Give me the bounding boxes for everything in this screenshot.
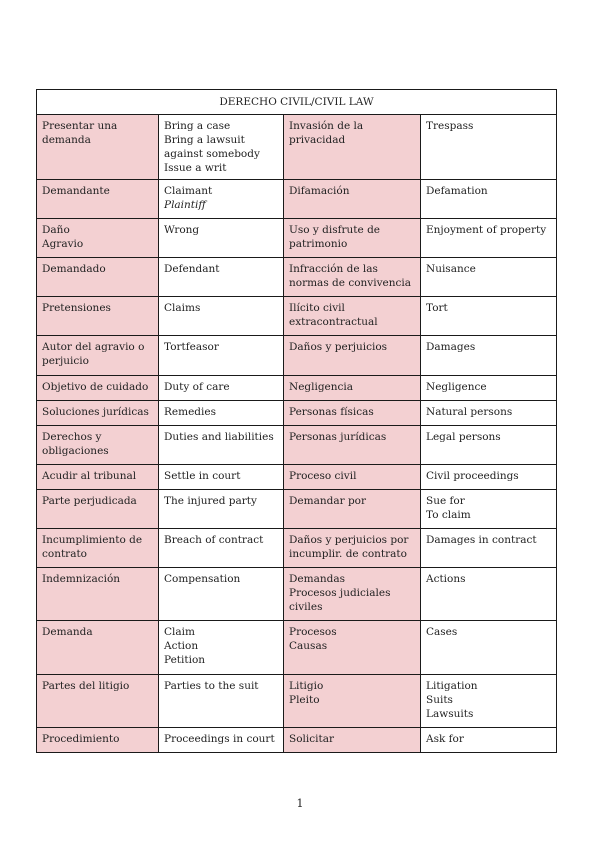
english-term-cell: [421, 675, 557, 728]
glossary-body: [37, 115, 557, 753]
term-line: Bring a lawsuit against somebody: [164, 134, 260, 160]
spanish-term-cell: [284, 621, 421, 675]
term-line: Defendant: [164, 263, 220, 275]
term-line: Tort: [426, 302, 448, 314]
term-line: Proceedings in court: [164, 733, 275, 745]
spanish-term-cell: [37, 465, 159, 490]
english-term-cell: [159, 297, 284, 336]
term-line: Incumplimiento de contrato: [42, 534, 143, 560]
term-line: Solicitar: [289, 733, 334, 745]
glossary-table: [36, 89, 557, 753]
term-line: Litigio: [289, 680, 324, 692]
table-row: [37, 728, 557, 753]
spanish-term-cell: [284, 426, 421, 465]
table-row: [37, 115, 557, 180]
term-line: Remedies: [164, 406, 216, 418]
term-line: Cases: [426, 626, 458, 638]
english-term-cell: [159, 529, 284, 568]
spanish-term-cell: [37, 336, 159, 376]
spanish-term-cell: [284, 465, 421, 490]
term-line: Plaintiff: [164, 199, 206, 211]
table-row: [37, 568, 557, 621]
term-line: Civil proceedings: [426, 470, 519, 482]
term-line: Damages in contract: [426, 534, 537, 546]
spanish-term-cell: [37, 568, 159, 621]
english-term-cell: [421, 115, 557, 180]
english-term-cell: [421, 219, 557, 258]
term-line: Litigation: [426, 680, 478, 692]
english-term-cell: [159, 376, 284, 401]
term-line: Personas físicas: [289, 406, 374, 418]
term-line: Duty of care: [164, 381, 230, 393]
english-term-cell: [421, 490, 557, 529]
spanish-term-cell: [37, 490, 159, 529]
table-row: [37, 258, 557, 297]
term-line: Claimant: [164, 185, 213, 197]
term-line: Derechos y obligaciones: [42, 431, 109, 457]
table-row: [37, 426, 557, 465]
term-line: Demandante: [42, 185, 110, 197]
term-line: Trespass: [426, 120, 474, 132]
spanish-term-cell: [284, 675, 421, 728]
term-line: Enjoyment of property: [426, 224, 547, 236]
english-term-cell: [159, 401, 284, 426]
term-line: Acudir al tribunal: [42, 470, 137, 482]
term-line: Actions: [426, 573, 466, 585]
table-row: [37, 675, 557, 728]
term-line: Claims: [164, 302, 201, 314]
spanish-term-cell: [284, 490, 421, 529]
spanish-term-cell: [37, 529, 159, 568]
term-line: Uso y disfrute de patrimonio: [289, 224, 381, 250]
table-row: [37, 621, 557, 675]
term-line: Parte perjudicada: [42, 495, 137, 507]
term-line: Soluciones jurídicas: [42, 406, 149, 418]
english-term-cell: [421, 376, 557, 401]
english-term-cell: [159, 115, 284, 180]
term-line: Sue for: [426, 495, 465, 507]
term-line: Pleito: [289, 694, 320, 706]
spanish-term-cell: [37, 297, 159, 336]
english-term-cell: [421, 529, 557, 568]
term-line: Ask for: [426, 733, 464, 745]
table-row: [37, 490, 557, 529]
term-line: Issue a writ: [164, 162, 227, 174]
term-line: Tortfeasor: [164, 341, 219, 353]
term-line: Autor del agravio o perjuicio: [42, 341, 145, 367]
table-row: [37, 336, 557, 376]
term-line: Ilícito civil extracontractual: [289, 302, 378, 328]
term-line: Damages: [426, 341, 476, 353]
term-line: Difamación: [289, 185, 350, 197]
english-term-cell: [421, 621, 557, 675]
spanish-term-cell: [284, 115, 421, 180]
spanish-term-cell: [37, 115, 159, 180]
spanish-term-cell: [284, 219, 421, 258]
english-term-cell: [159, 258, 284, 297]
english-term-cell: [159, 568, 284, 621]
term-line: Negligence: [426, 381, 487, 393]
spanish-term-cell: [37, 401, 159, 426]
english-term-cell: [159, 336, 284, 376]
spanish-term-cell: [37, 376, 159, 401]
english-term-cell: [421, 568, 557, 621]
table-row: [37, 465, 557, 490]
spanish-term-cell: [37, 180, 159, 219]
term-line: Duties and liabilities: [164, 431, 274, 443]
spanish-term-cell: [37, 675, 159, 728]
spanish-term-cell: [284, 728, 421, 753]
english-term-cell: [159, 621, 284, 675]
table-row: [37, 297, 557, 336]
term-line: Lawsuits: [426, 708, 474, 720]
term-line: Settle in court: [164, 470, 241, 482]
spanish-term-cell: [284, 180, 421, 219]
english-term-cell: [421, 258, 557, 297]
table-row: [37, 401, 557, 426]
english-term-cell: [421, 336, 557, 376]
term-line: Compensation: [164, 573, 241, 585]
english-term-cell: [159, 465, 284, 490]
term-line: Agravio: [42, 238, 84, 250]
term-line: The injured party: [164, 495, 257, 507]
term-line: Personas jurídicas: [289, 431, 387, 443]
spanish-term-cell: [284, 529, 421, 568]
spanish-term-cell: [37, 219, 159, 258]
term-line: Causas: [289, 640, 328, 652]
table-title: DERECHO CIVIL/CIVIL LAW: [37, 90, 557, 115]
english-term-cell: [159, 728, 284, 753]
english-term-cell: [159, 490, 284, 529]
spanish-term-cell: [37, 621, 159, 675]
spanish-term-cell: [284, 376, 421, 401]
term-line: Pretensiones: [42, 302, 111, 314]
term-line: Demandado: [42, 263, 106, 275]
spanish-term-cell: [37, 426, 159, 465]
term-line: Demanda: [42, 626, 93, 638]
term-line: Suits: [426, 694, 453, 706]
english-term-cell: [159, 426, 284, 465]
term-line: To claim: [426, 509, 471, 521]
english-term-cell: [421, 180, 557, 219]
spanish-term-cell: [37, 258, 159, 297]
term-line: Procesos judiciales civiles: [289, 587, 391, 613]
term-line: Wrong: [164, 224, 200, 236]
spanish-term-cell: [284, 568, 421, 621]
term-line: Demandas: [289, 573, 345, 585]
table-row: [37, 529, 557, 568]
term-line: Action: [164, 640, 199, 652]
term-line: Demandar por: [289, 495, 367, 507]
term-line: Negligencia: [289, 381, 354, 393]
term-line: Claim: [164, 626, 195, 638]
spanish-term-cell: [284, 336, 421, 376]
term-line: Legal persons: [426, 431, 501, 443]
term-line: Proceso civil: [289, 470, 357, 482]
term-line: Defamation: [426, 185, 488, 197]
term-line: Daños y perjuicios: [289, 341, 388, 353]
term-line: Natural persons: [426, 406, 513, 418]
term-line: Nuisance: [426, 263, 476, 275]
term-line: Breach of contract: [164, 534, 264, 546]
english-term-cell: [159, 219, 284, 258]
spanish-term-cell: [284, 401, 421, 426]
term-line: Procedimiento: [42, 733, 120, 745]
table-row: [37, 180, 557, 219]
spanish-term-cell: [284, 258, 421, 297]
term-line: Daño: [42, 224, 70, 236]
page-number: 1: [296, 797, 304, 810]
term-line: Procesos: [289, 626, 337, 638]
spanish-term-cell: [37, 728, 159, 753]
term-line: Daños y perjuicios por incumplir. de contrato: [289, 534, 409, 560]
english-term-cell: [159, 675, 284, 728]
table-row: [37, 376, 557, 401]
term-line: Invasión de la privacidad: [289, 120, 364, 146]
term-line: Partes del litigio: [42, 680, 130, 692]
term-line: Objetivo de cuidado: [42, 381, 149, 393]
table-header-row: [37, 90, 557, 115]
english-term-cell: [421, 728, 557, 753]
table-row: [37, 219, 557, 258]
english-term-cell: [421, 465, 557, 490]
term-line: Parties to the suit: [164, 680, 259, 692]
term-line: Bring a case: [164, 120, 231, 132]
english-term-cell: [421, 426, 557, 465]
term-line: Presentar una demanda: [42, 120, 118, 146]
english-term-cell: [159, 180, 284, 219]
english-term-cell: [421, 297, 557, 336]
english-term-cell: [421, 401, 557, 426]
term-line: Infracción de las normas de convivencia: [289, 263, 411, 289]
term-line: Petition: [164, 654, 206, 666]
spanish-term-cell: [284, 297, 421, 336]
term-line: Indemnización: [42, 573, 121, 585]
